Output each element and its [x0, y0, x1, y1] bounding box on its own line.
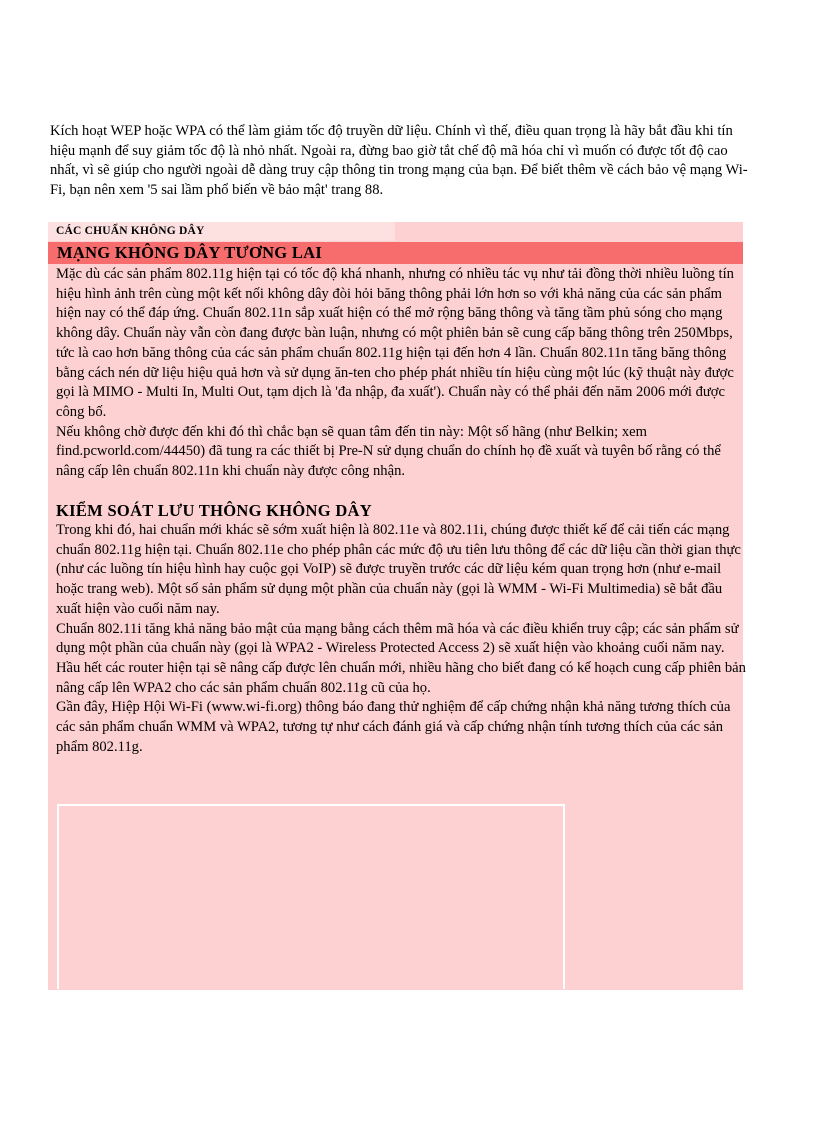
sidebar-title: MẠNG KHÔNG DÂY TƯƠNG LAI	[48, 242, 743, 264]
section2-body	[56, 521, 746, 757]
section-label: CÁC CHUẨN KHÔNG DÂY	[48, 222, 395, 241]
section1-paragraph: Mặc dù các sản phẩm 802.11g hiện tại có tốc độ khá nhanh, nhưng có nhiều tác vụ như tải đồng thời nhiều luồng tín hiệu hình ảnh trên cùng một kết nối không dây đòi hỏi băng thông phải lớn hơn so với khả năng của các sản phẩm hiện nay có thể đáp ứng. Chuẩn 802.11n sắp xuất hiện có thể mở rộng băng thông và tăng tầm phủ sóng cho mạng không dây. Chuẩn này vẫn còn đang được bàn luận, nhưng có một phiên bản sẽ cung cấp băng thông trên 250Mbps, tức là cao hơn băng thông của các sản phẩm chuẩn 802.11g hiện tại đến hơn 4 lần. Chuẩn 802.11n tăng băng thông bằng cách nén dữ liệu hiệu quả hơn và sử dụng ăn-ten cho phép phát nhiều tín hiệu cùng một lúc (kỹ thuật này được gọi là MIMO - Multi In, Multi Out, tạm dịch là 'đa nhập, đa xuất'). Chuẩn này có thể phải đến năm 2006 mới được công bố.	[56, 266, 734, 420]
section1-body	[56, 265, 746, 482]
section1-paragraph: Nếu không chờ được đến khi đó thì chắc bạn sẽ quan tâm đến tin này: Một số hãng (như Belkin; xem find.pcworld.com/44450) đã tung ra các thiết bị Pre-N sử dụng chuẩn do chính họ đề xuất và tuyên bố rằng có thể nâng cấp lên chuẩn 802.11n khi chuẩn này được công nhận.	[56, 423, 721, 480]
intro-paragraph: Kích hoạt WEP hoặc WPA có thể làm giảm tốc độ truyền dữ liệu. Chính vì thế, điều quan trọng là hãy bắt đầu khi tín hiệu mạnh để suy giảm tốc độ là nhỏ nhất. Ngoài ra, đừng bao giờ tắt chế độ mã hóa chỉ vì muốn có được tốt độ cao nhất, vì sẽ giúp cho người ngoài dễ dàng truy cập thông tin trong mạng của bạn. Để biết thêm về cách bảo vệ mạng Wi-Fi, bạn nên xem '5 sai lầm phổ biến về bảo mật' trang 88.	[50, 123, 748, 199]
section2-heading: KIỂM SOÁT LƯU THÔNG KHÔNG DÂY	[56, 501, 372, 520]
image-placeholder-frame	[57, 804, 565, 989]
section2-paragraph: Gần đây, Hiệp Hội Wi-Fi (www.wi-fi.org) thông báo đang thử nghiệm để cấp chứng nhận khả năng tương thích của các sản phẩm chuẩn WMM và WPA2, tương tự như cách đánh giá và cấp chứng nhận tính tương thích của các sản phẩm 802.11g.	[56, 699, 731, 755]
section2-paragraph: Trong khi đó, hai chuẩn mới khác sẽ sớm xuất hiện là 802.11e và 802.11i, chúng được thiết kế để cải tiến các mạng chuẩn 802.11g hiện tại. Chuẩn 802.11e cho phép phân các mức độ ưu tiên lưu thông để các dữ liệu cần thời gian thực (như các luồng tín hiệu hình hay cuộc gọi VoIP) sẽ được truyền trước các dữ liệu kém quan trọng hơn (như e-mail hoặc trang web). Một số sản phẩm sử dụng một phần của chuẩn này (gọi là WMM - Wi-Fi Multimedia) sẽ bắt đầu xuất hiện vào cuối năm nay.	[56, 522, 741, 617]
section2-paragraph: Chuẩn 802.11i tăng khả năng bảo mật của mạng bằng cách thêm mã hóa và các điều khiển truy cập; các sản phẩm sử dụng một phần của chuẩn này (gọi là WPA2 - Wireless Protected Access 2) sẽ xuất hiện vào khoảng cuối năm nay. Hầu hết các router hiện tại sẽ nâng cấp được lên chuẩn mới, nhiều hãng cho biết đang có kế hoạch cung cấp phiên bản nâng cấp lên WPA2 cho các sản phẩm chuẩn 802.11g cũ của họ.	[56, 620, 746, 696]
